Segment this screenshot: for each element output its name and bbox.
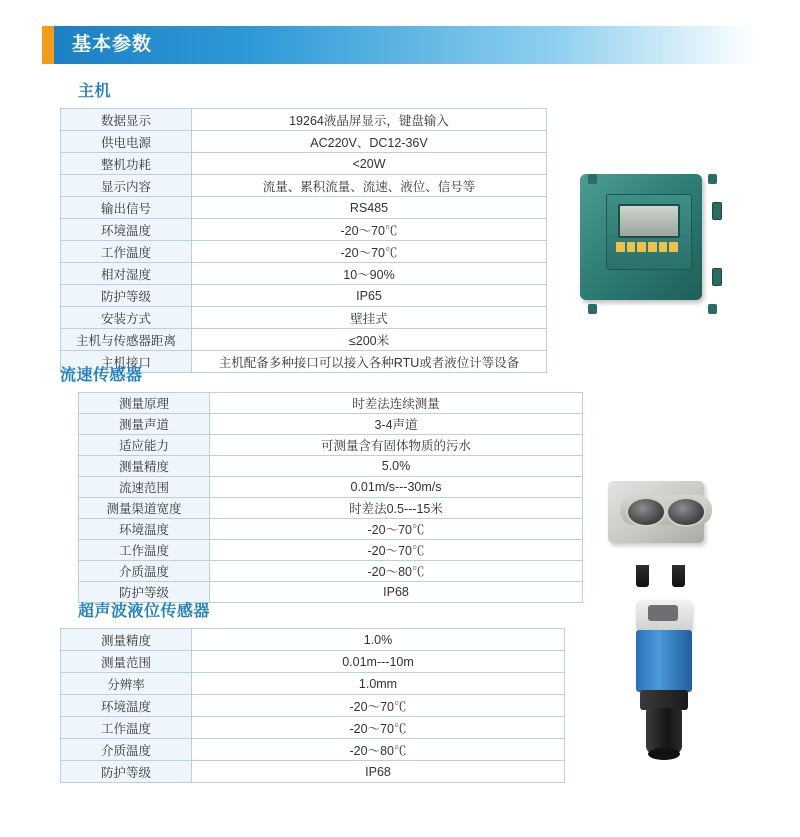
spec-table-level-sensor	[60, 628, 565, 783]
converter-lcd-screen	[618, 204, 680, 238]
table-row	[61, 629, 565, 651]
table-row	[61, 673, 565, 695]
table-row	[79, 456, 583, 477]
spec-value: IP68	[192, 761, 565, 783]
spec-value: 时差法连续测量	[210, 393, 583, 414]
spec-value: ≤200米	[192, 329, 547, 351]
section-title-host: 主机	[78, 83, 112, 100]
spec-value: -20～70℃	[210, 519, 583, 540]
table-row	[61, 695, 565, 717]
keypad-key	[616, 242, 625, 252]
table-row	[61, 717, 565, 739]
table-row	[61, 241, 547, 263]
spec-key: 介质温度	[61, 739, 192, 761]
spec-value: AC220V、DC12-36V	[192, 131, 547, 153]
spec-key: 测量渠道宽度	[79, 498, 210, 519]
spec-key: 主机与传感器距离	[61, 329, 192, 351]
table-row	[61, 109, 547, 131]
spec-key: 供电电源	[61, 131, 192, 153]
spec-value: RS485	[192, 197, 547, 219]
section-title-level-sensor: 超声波液位传感器	[78, 603, 211, 620]
spec-key: 测量精度	[61, 629, 192, 651]
spec-table-host	[60, 108, 547, 373]
converter-mount-lug	[708, 174, 717, 184]
spec-key: 输出信号	[61, 197, 192, 219]
keypad-key	[648, 242, 657, 252]
spec-key: 防护等级	[79, 582, 210, 603]
section-title-flow-sensor: 流速传感器	[60, 367, 143, 384]
table-row	[79, 561, 583, 582]
spec-key: 适应能力	[79, 435, 210, 456]
spec-value: <20W	[192, 153, 547, 175]
table-row	[61, 263, 547, 285]
page-banner	[42, 26, 756, 64]
converter-host-photo	[566, 166, 726, 314]
spec-value: -20～70℃	[192, 241, 547, 263]
converter-enclosure	[580, 174, 702, 300]
spec-key: 环境温度	[61, 219, 192, 241]
spec-value: 19264液晶屏显示，键盘输入	[192, 109, 547, 131]
spec-key: 安装方式	[61, 307, 192, 329]
banner-accent-marker	[42, 26, 54, 64]
table-row	[79, 498, 583, 519]
spec-value: 10～90%	[192, 263, 547, 285]
table-row	[61, 285, 547, 307]
spec-value: 5.0%	[210, 456, 583, 477]
table-row	[79, 414, 583, 435]
spec-key: 防护等级	[61, 285, 192, 307]
level-sensor-housing	[636, 630, 692, 692]
flow-sensor-transducer	[626, 497, 666, 527]
table-row	[61, 307, 547, 329]
table-row	[61, 329, 547, 351]
spec-value: 流量、累积流量、流速、液位、信号等	[192, 175, 547, 197]
keypad-key	[669, 242, 678, 252]
spec-key: 测量精度	[79, 456, 210, 477]
spec-value: -20～80℃	[210, 561, 583, 582]
level-sensor-neck	[640, 690, 688, 710]
spec-key: 环境温度	[61, 695, 192, 717]
table-row	[61, 175, 547, 197]
spec-key: 测量原理	[79, 393, 210, 414]
converter-keypad	[616, 242, 678, 252]
spec-key: 环境温度	[79, 519, 210, 540]
spec-key: 防护等级	[61, 761, 192, 783]
spec-value: 壁挂式	[192, 307, 547, 329]
ultrasonic-level-sensor-photo	[600, 596, 750, 786]
spec-value: 0.01m---10m	[192, 651, 565, 673]
spec-value: -20～70℃	[192, 695, 565, 717]
spec-value: 1.0mm	[192, 673, 565, 695]
keypad-key	[659, 242, 668, 252]
spec-value: 1.0%	[192, 629, 565, 651]
spec-value: 0.01m/s---30m/s	[210, 477, 583, 498]
spec-key: 分辨率	[61, 673, 192, 695]
converter-mount-lug	[588, 304, 597, 314]
spec-table-flow-sensor	[78, 392, 583, 603]
table-row	[61, 761, 565, 783]
keypad-key	[627, 242, 636, 252]
converter-hinge	[712, 268, 722, 286]
spec-key: 测量范围	[61, 651, 192, 673]
spec-value: IP68	[210, 582, 583, 603]
section-host	[75, 78, 547, 373]
table-row	[61, 651, 565, 673]
table-row	[61, 131, 547, 153]
converter-mount-lug	[588, 174, 597, 184]
table-row	[79, 519, 583, 540]
spec-value: 主机配备多种接口可以接入各种RTU或者液位计等设备	[192, 351, 547, 373]
spec-value: 3-4声道	[210, 414, 583, 435]
table-row	[61, 197, 547, 219]
spec-key: 工作温度	[61, 717, 192, 739]
spec-key: 显示内容	[61, 175, 192, 197]
spec-value: -20～70℃	[192, 219, 547, 241]
table-row	[61, 739, 565, 761]
spec-value: -20～70℃	[192, 717, 565, 739]
flow-sensor-transducer	[666, 497, 706, 527]
level-sensor-transducer-horn	[646, 708, 682, 754]
flow-sensor-cable-gland	[672, 565, 685, 587]
spec-key: 数据显示	[61, 109, 192, 131]
table-row	[79, 477, 583, 498]
spec-key: 测量声道	[79, 414, 210, 435]
table-row	[61, 153, 547, 175]
converter-mount-lug	[708, 304, 717, 314]
spec-key: 相对湿度	[61, 263, 192, 285]
keypad-key	[637, 242, 646, 252]
flow-sensor-cable-gland	[636, 565, 649, 587]
spec-value: IP65	[192, 285, 547, 307]
flow-sensor-body	[608, 481, 704, 543]
spec-value: 时差法0.5---15米	[210, 498, 583, 519]
spec-key: 整机功耗	[61, 153, 192, 175]
flow-velocity-sensor-photo	[600, 455, 750, 565]
spec-key: 工作温度	[61, 241, 192, 263]
table-row	[79, 540, 583, 561]
page-title: 基本参数	[72, 34, 153, 55]
level-sensor-display-window	[648, 605, 678, 621]
section-flow-sensor	[60, 362, 583, 603]
spec-key: 介质温度	[79, 561, 210, 582]
spec-value: -20～80℃	[192, 739, 565, 761]
converter-hinge	[712, 202, 722, 220]
spec-key: 主机接口	[61, 351, 192, 373]
table-row	[61, 219, 547, 241]
spec-value: -20～70℃	[210, 540, 583, 561]
section-level-sensor	[78, 598, 565, 783]
table-row	[79, 435, 583, 456]
spec-key: 流速范围	[79, 477, 210, 498]
spec-value: 可测量含有固体物质的污水	[210, 435, 583, 456]
table-row	[79, 393, 583, 414]
spec-key: 工作温度	[79, 540, 210, 561]
